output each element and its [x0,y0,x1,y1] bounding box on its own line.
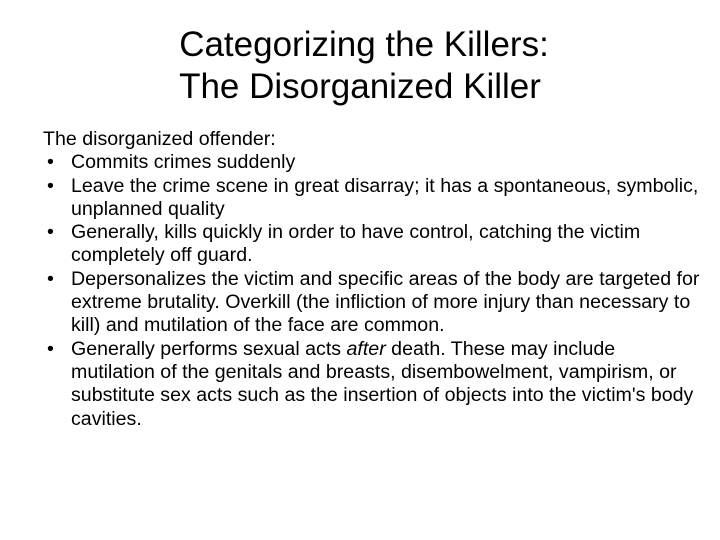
bullet-item-sexual-acts [43,338,703,431]
bullet-text-emphasis: after [346,337,386,360]
bullet-item-kills-quickly [43,221,703,268]
bullet-text: Commits crimes suddenly [71,151,296,174]
bullet-text-before: Generally performs sexual acts [71,337,347,360]
bullet-text [71,338,693,430]
bullet-text: Leave the crime scene in great disarray; it has a spontaneous, symbolic, unplanned quality [71,174,699,220]
title-line-2: The Disorganized Killer [179,67,541,106]
intro-text: The disorganized offender: [43,128,276,150]
bullet-text: Depersonalizes the victim and specific areas of the body are targeted for extreme brutality. Overkill (the infliction of more injury than necessary to kill) and mutilation of the face are common. [71,267,700,337]
bullet-icon: • [47,151,54,174]
bullet-text: Generally, kills quickly in order to have control, catching the victim completely off guard. [71,221,641,267]
bullet-icon: • [47,174,54,197]
bullet-text-after: death. These may include mutilation of the genitals and breasts, disembowelment, vampirism, or substitute sex acts such as the insertion of objects into the victim's body cavities. [71,337,694,430]
bullet-item-crime-scene [43,175,703,222]
bullet-list [43,151,703,431]
slide-title [0,24,720,108]
bullet-item-commits-crimes [43,151,703,174]
bullet-icon: • [47,267,54,290]
slide-body [43,128,703,431]
bullet-icon: • [47,337,54,360]
bullet-item-depersonalizes [43,268,703,338]
bullet-icon: • [47,221,54,244]
title-line-1: Categorizing the Killers: [179,25,549,64]
